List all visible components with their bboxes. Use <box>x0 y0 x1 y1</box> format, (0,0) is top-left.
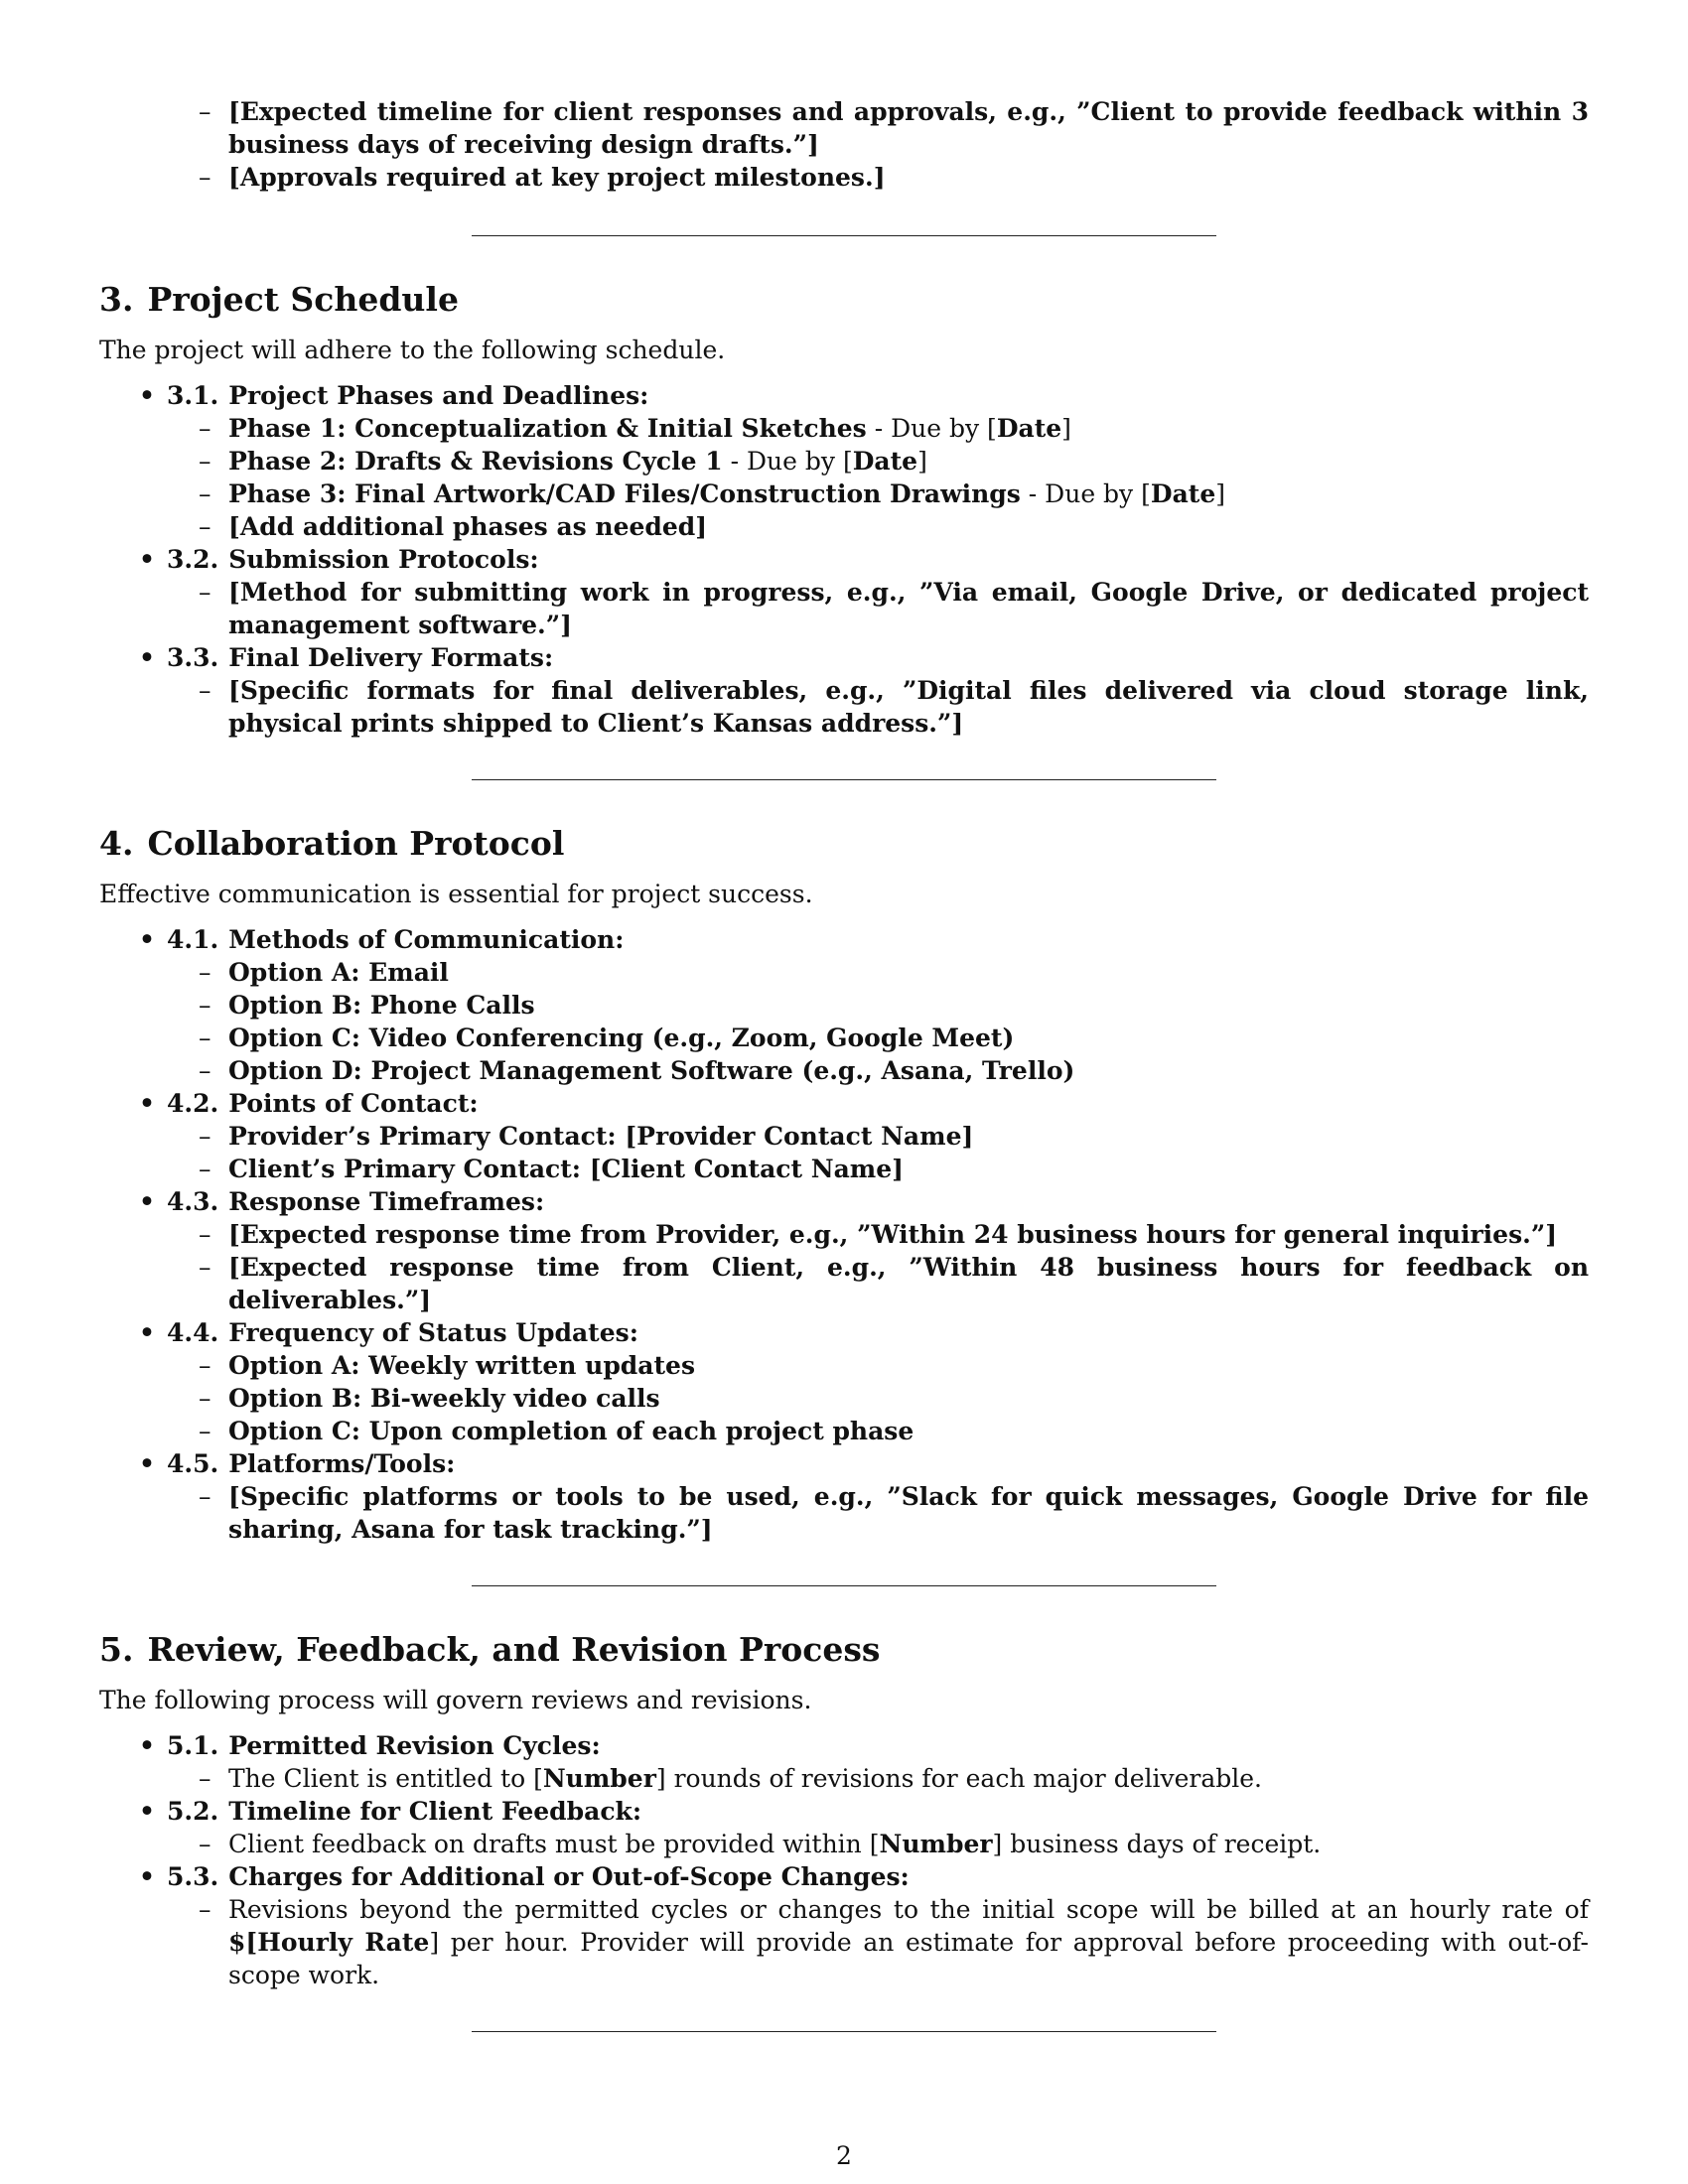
top-sub-list <box>99 95 1589 194</box>
list-item: – [Specific formats for final deliverables, e.g., ”Digital files delivered via cloud storage link, physical prints shipped to Client’s Kansas address.”] <box>199 676 1589 738</box>
page-number: 2 <box>836 2141 852 2170</box>
list-item: • 5.3. Charges for Additional or Out-of-Scope Changes: – Revisions beyond the permitted cycles or changes to the initial scope will be billed at an hourly rate of $[Hourly Rate] per hour. Provider will provide an estimate for approval before proceeding with out-of-scope work. <box>139 1862 1589 1989</box>
list-item: – The Client is entitled to [Number] rounds of revisions for each major deliverable. <box>199 1764 1262 1793</box>
list-item: • 4.4. Frequency of Status Updates: – Option A: Weekly written updates – Option B: Bi-weekly video calls – Option C: Upon completion of each project phase <box>99 1316 1589 1447</box>
section-intro: The following process will govern reviews and revisions. <box>99 1686 812 1714</box>
list-item: • 3.1. Project Phases and Deadlines: – Phase 1: Conceptualization & Initial Sketches - Due by [Date] – Phase 2: Drafts & Revisions Cycle 1 - Due by [Date] – Phase 3: Final Artwork/CAD Files/Construction Drawings - Due by [Date] – [Add additional phases as needed] <box>99 379 1589 543</box>
list-item: – Option D: Project Management Software (e.g., Asana, Trello) <box>199 1056 1075 1085</box>
section-intro: Effective communication is essential for project success. <box>99 880 813 908</box>
list-item: – Provider’s Primary Contact: [Provider Contact Name] <box>199 1122 974 1151</box>
list-item: – [Add additional phases as needed] <box>199 512 708 541</box>
list-item: – Phase 1: Conceptualization & Initial Sketches - Due by [Date] <box>199 414 1071 443</box>
list-item: • 4.2. Points of Contact: – Provider’s Primary Contact: [Provider Contact Name] – Client’s Primary Contact: [Client Contact Name] <box>99 1087 1589 1185</box>
list-item: – [Expected response time from Provider, e.g., ”Within 24 business hours for general inquiries.”] <box>199 1220 1558 1249</box>
section-4-list <box>99 923 1589 1546</box>
section-3-list <box>99 379 1589 740</box>
list-item: – Option B: Phone Calls <box>199 991 535 1020</box>
list-item: – Option A: Weekly written updates <box>199 1351 696 1380</box>
section-heading-4: 4. Collaboration Protocol <box>99 824 565 863</box>
section-heading-5: 5. Review, Feedback, and Revision Process <box>99 1630 881 1669</box>
list-item: – Client feedback on drafts must be provided within [Number] business days of receipt. <box>199 1830 1322 1858</box>
list-item: – Option A: Email <box>199 958 449 987</box>
list-item: – [Method for submitting work in progress, e.g., ”Via email, Google Drive, or dedicated project management software.”] <box>199 578 1589 639</box>
section-5-list <box>99 1729 1589 1991</box>
list-item: • 5.1. Permitted Revision Cycles: – The Client is entitled to [Number] rounds of revisions for each major deliverable. <box>99 1729 1589 1795</box>
list-item: – [Expected response time from Client, e.g., ”Within 48 business hours for feedback on deliverables.”] <box>199 1253 1589 1314</box>
list-item: • 5.2. Timeline for Client Feedback: – Client feedback on drafts must be provided within [Number] business days of receipt. <box>99 1795 1589 1860</box>
list-item: – Option C: Upon completion of each project phase <box>199 1417 914 1445</box>
list-item: – Option C: Video Conferencing (e.g., Zoom, Google Meet) <box>199 1024 1015 1052</box>
list-item: – Phase 2: Drafts & Revisions Cycle 1 - Due by [Date] <box>199 447 927 476</box>
list-item: – [Expected timeline for client responses and approvals, e.g., ”Client to provide feedback within 3 business days of receiving design drafts.”] <box>199 97 1589 159</box>
list-item: – Phase 3: Final Artwork/CAD Files/Construction Drawings - Due by [Date] <box>199 479 1225 508</box>
list-item: • 3.2. Submission Protocols: – [Method for submitting work in progress, e.g., ”Via email, Google Drive, or dedicated project management software.”] <box>139 545 1589 639</box>
list-item: – Client’s Primary Contact: [Client Contact Name] <box>199 1155 904 1183</box>
list-item: – [Approvals required at key project milestones.] <box>199 163 886 192</box>
list-item: • 4.3. Response Timeframes: – [Expected response time from Provider, e.g., ”Within 24 business hours for general inquiries.”] – [Expected response time from Client, e.g., ”Within 48 business hours for feedback on deliverables.”] <box>139 1187 1589 1314</box>
list-item: – [Specific platforms or tools to be used, e.g., ”Slack for quick messages, Google Drive for file sharing, Asana for task tracking.”] <box>199 1482 1589 1544</box>
list-item: • 4.1. Methods of Communication: – Option A: Email – Option B: Phone Calls – Option C: Video Conferencing (e.g., Zoom, Google Meet) – Option D: Project Management Software (e.g., Asana, Trello) <box>99 923 1589 1087</box>
section-heading-3: 3. Project Schedule <box>99 280 459 319</box>
document-page <box>99 95 1589 2032</box>
divider <box>472 2031 1216 2032</box>
list-item: • 4.5. Platforms/Tools: – [Specific platforms or tools to be used, e.g., ”Slack for quick messages, Google Drive for file sharing, Asana for task tracking.”] <box>139 1449 1589 1544</box>
list-item: – Revisions beyond the permitted cycles or changes to the initial scope will be billed at an hourly rate of $[Hourly Rate] per hour. Provider will provide an estimate for approval before proceeding with out-of-scope work. <box>199 1895 1589 1989</box>
section-intro: The project will adhere to the following schedule. <box>99 336 726 364</box>
list-item: • 3.3. Final Delivery Formats: – [Specific formats for final deliverables, e.g., ”Digital files delivered via cloud storage link, physical prints shipped to Client’s Kansas address.”] <box>139 643 1589 738</box>
list-item: – Option B: Bi-weekly video calls <box>199 1384 660 1413</box>
